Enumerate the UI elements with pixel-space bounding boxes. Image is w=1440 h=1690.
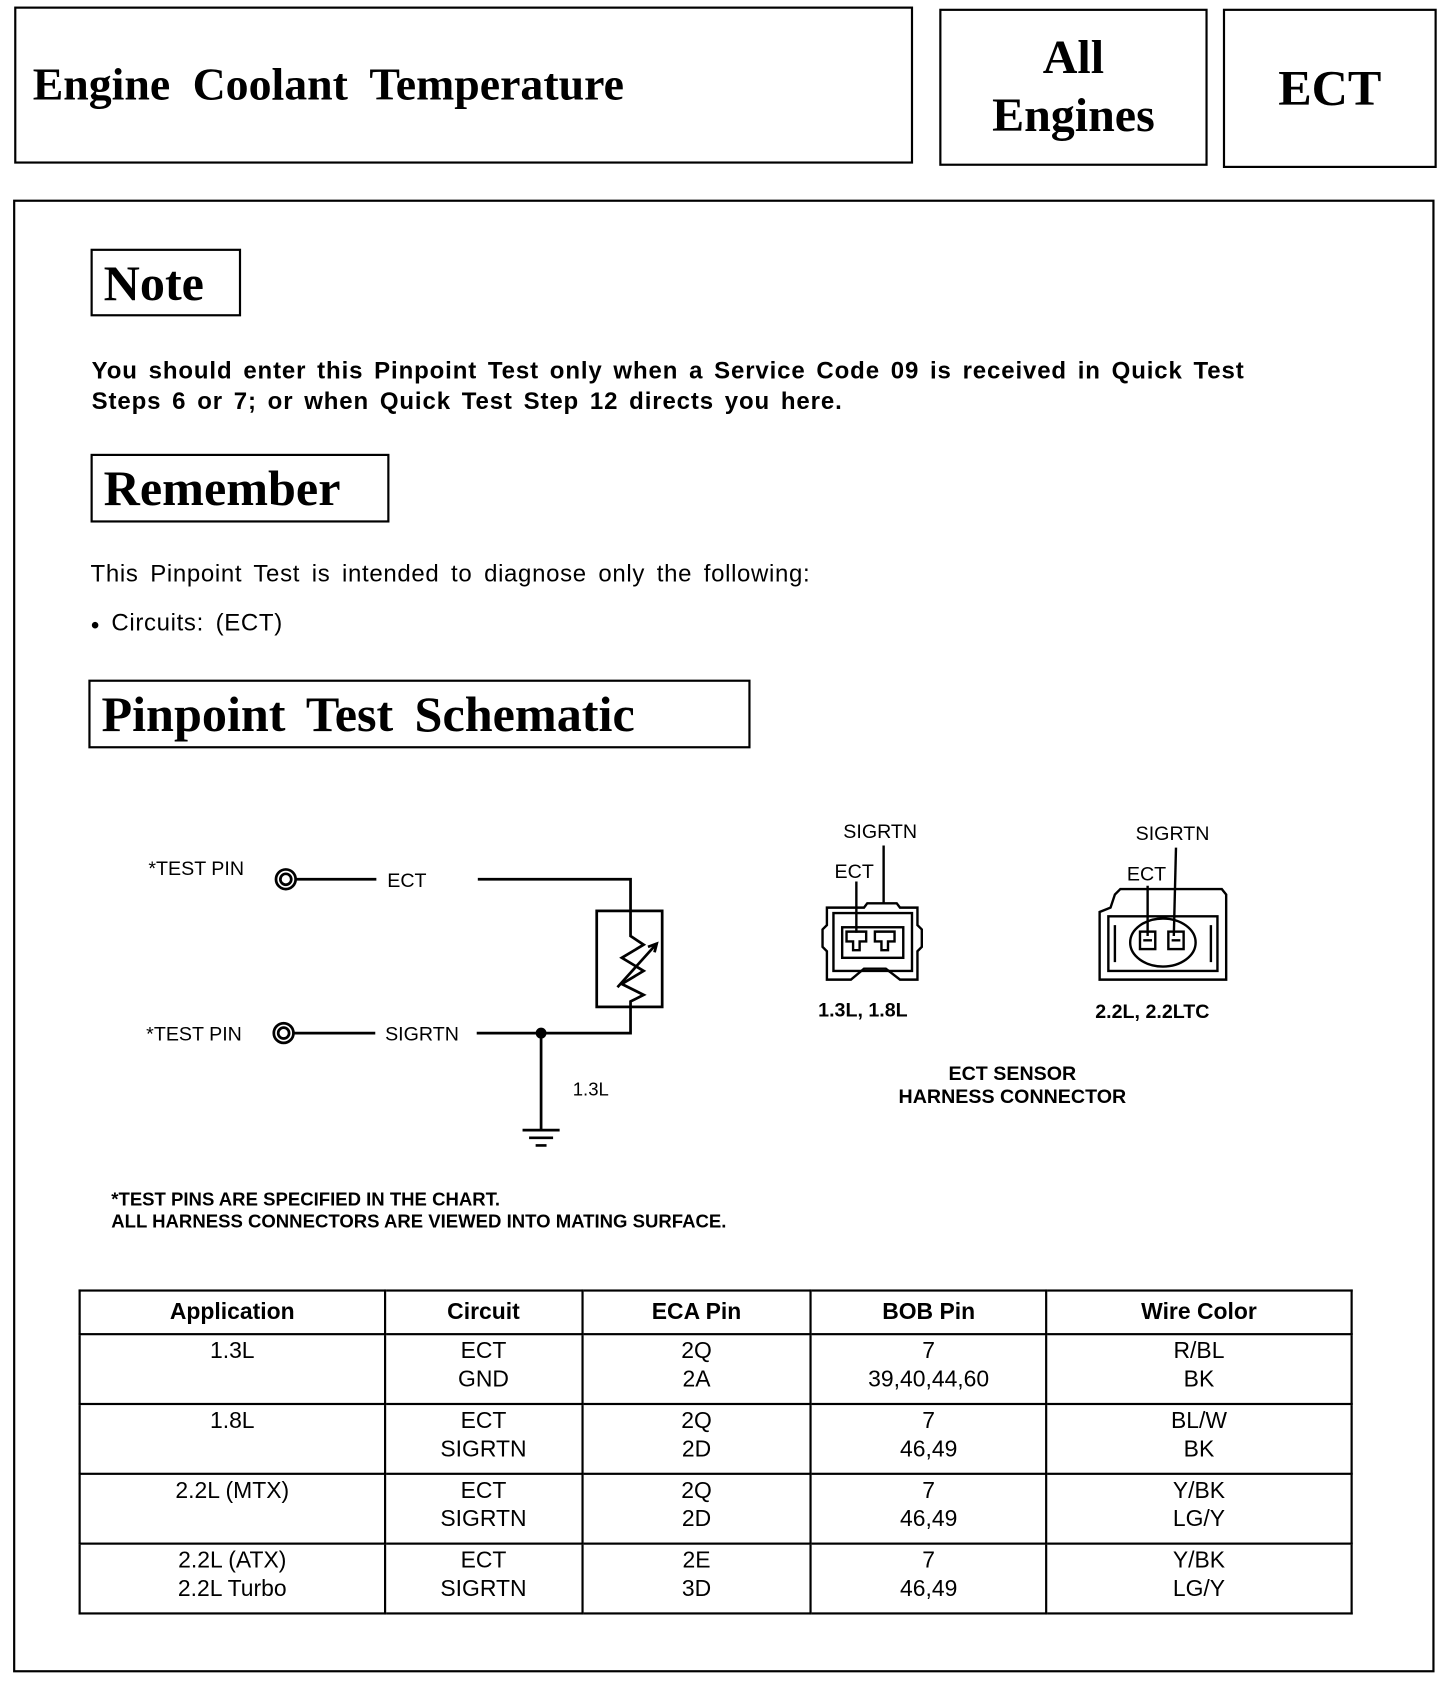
note-heading-text: Note: [103, 254, 204, 311]
cell-line: LG/Y: [1172, 1576, 1226, 1602]
cell-line: 2E: [682, 1547, 711, 1574]
cell-circuit: [385, 1474, 582, 1544]
cell-line: ECT: [460, 1338, 507, 1364]
conn2-ect-label: ECT: [1126, 862, 1167, 885]
cell-line: ECT: [460, 1478, 507, 1504]
wire-label-sigrtn: SIGRTN: [385, 1023, 459, 1046]
bullet-text: Circuits: (ECT): [111, 608, 283, 636]
page-title: Engine Coolant Temperature: [32, 59, 624, 110]
cell-line: [85, 1436, 379, 1464]
cell-line: 2Q: [681, 1338, 712, 1364]
cell-application: [80, 1474, 385, 1544]
table-row: [80, 1544, 1352, 1614]
cell-circuit: [385, 1404, 582, 1474]
conn2-caption: 2.2L, 2.2LTC: [1095, 1000, 1210, 1023]
remember-text: This Pinpoint Test is intended to diagnose only the following:: [90, 559, 811, 587]
sensor-circuit-diagram: [0, 0, 764, 1167]
bullet-icon: ●: [90, 615, 101, 633]
cell-line: R/BL: [1173, 1338, 1225, 1364]
engines-line-2: Engines: [992, 88, 1155, 142]
cell-circuit: [385, 1334, 582, 1404]
table-header-row: [80, 1291, 1352, 1335]
connector-title-2: HARNESS CONNECTOR: [898, 1085, 1127, 1108]
cell-line: BL/W: [1170, 1408, 1227, 1434]
cell-line: 46,49: [899, 1436, 958, 1462]
cell-line: ECT: [460, 1547, 507, 1574]
connector-title-1: ECT SENSOR: [948, 1062, 1077, 1085]
cell-wire-color: [1046, 1474, 1351, 1544]
wire-label-ect: ECT: [387, 869, 427, 892]
code-label: ECT: [1278, 60, 1382, 117]
cell-line: ECT: [460, 1408, 507, 1434]
cell-line: 2.2L (MTX): [175, 1478, 290, 1504]
cell-line: 46,49: [899, 1576, 958, 1602]
connector-title: [851, 1063, 1174, 1109]
col-wire-color: Wire Color: [1046, 1291, 1351, 1335]
cell-line: 2D: [681, 1436, 712, 1462]
remember-heading-text: Remember: [103, 460, 341, 516]
cell-line: 2.2L Turbo: [177, 1576, 287, 1602]
col-eca-pin: ECA Pin: [582, 1291, 811, 1335]
note-text: You should enter this Pinpoint Test only when a Service Code 09 is received in Quick Test Steps 6 or 7; or when Quick Test Step 12 directs you here.: [91, 356, 1245, 415]
code-box: [1223, 9, 1437, 168]
cell-line: 39,40,44,60: [868, 1366, 990, 1392]
footnote-2: ALL HARNESS CONNECTORS ARE VIEWED INTO MATING SURFACE.: [111, 1210, 727, 1232]
test-pin-2-icon: [274, 1023, 294, 1043]
cell-bob-pin: [811, 1404, 1046, 1474]
cell-application: [80, 1404, 385, 1474]
schematic-heading-text: Pinpoint Test Schematic: [101, 686, 635, 742]
cell-line: Y/BK: [1172, 1478, 1226, 1504]
schematic-footnote: [111, 1189, 726, 1233]
cell-line: 2Q: [681, 1408, 712, 1434]
conn2-sigrtn-label: SIGRTN: [1135, 822, 1210, 845]
connector-2-icon: [1100, 848, 1227, 980]
cell-line: BK: [1183, 1366, 1215, 1392]
cell-line: SIGRTN: [440, 1506, 527, 1532]
conn1-ect-label: ECT: [834, 860, 874, 883]
cell-line: SIGRTN: [440, 1436, 527, 1462]
cell-line: SIGRTN: [440, 1576, 527, 1602]
cell-line: 46,49: [899, 1506, 958, 1532]
connector-diagrams: [764, 807, 1309, 1003]
cell-application: [80, 1544, 385, 1614]
cell-eca-pin: [582, 1334, 811, 1404]
cell-line: 2A: [682, 1366, 711, 1392]
footnote-1: *TEST PINS ARE SPECIFIED IN THE CHART.: [111, 1189, 501, 1210]
ground-label: 1.3L: [572, 1078, 609, 1100]
col-bob-pin: BOB Pin: [811, 1291, 1046, 1335]
cell-line: BK: [1183, 1436, 1215, 1462]
col-circuit: Circuit: [385, 1291, 582, 1335]
conn1-caption: 1.3L, 1.8L: [818, 999, 908, 1022]
cell-eca-pin: [582, 1404, 811, 1474]
cell-wire-color: [1046, 1334, 1351, 1404]
cell-wire-color: [1046, 1544, 1351, 1614]
cell-line: 3D: [681, 1576, 712, 1602]
engines-box: [939, 9, 1207, 166]
cell-line: 1.8L: [209, 1408, 255, 1434]
cell-bob-pin: [811, 1474, 1046, 1544]
table-row: [80, 1334, 1352, 1404]
table-row: [80, 1474, 1352, 1544]
test-pin-label-1: *TEST PIN: [148, 857, 245, 880]
test-pin-1-icon: [276, 869, 296, 889]
cell-line: [85, 1366, 379, 1394]
cell-bob-pin: [811, 1544, 1046, 1614]
pin-chart-table: [79, 1289, 1353, 1614]
cell-line: 7: [922, 1338, 936, 1364]
cell-line: LG/Y: [1172, 1506, 1226, 1532]
cell-circuit: [385, 1544, 582, 1614]
cell-eca-pin: [582, 1474, 811, 1544]
connector-1-icon: [823, 845, 922, 979]
cell-line: GND: [458, 1366, 509, 1392]
cell-line: 2Q: [681, 1478, 712, 1504]
table-row: [80, 1404, 1352, 1474]
col-application: Application: [80, 1291, 385, 1335]
cell-bob-pin: [811, 1334, 1046, 1404]
cell-line: Y/BK: [1172, 1547, 1226, 1574]
engines-line-1: All: [1042, 30, 1105, 85]
test-pin-label-2: *TEST PIN: [146, 1023, 242, 1046]
cell-line: 7: [922, 1478, 936, 1504]
cell-line: 2.2L (ATX): [178, 1547, 287, 1574]
cell-application: [80, 1334, 385, 1404]
cell-line: 2D: [681, 1506, 712, 1532]
cell-line: 1.3L: [209, 1338, 255, 1364]
cell-line: 7: [922, 1408, 936, 1434]
conn1-sigrtn-label: SIGRTN: [843, 820, 918, 843]
cell-line: 7: [922, 1547, 936, 1574]
cell-eca-pin: [582, 1544, 811, 1614]
cell-line: [85, 1505, 379, 1533]
cell-wire-color: [1046, 1404, 1351, 1474]
